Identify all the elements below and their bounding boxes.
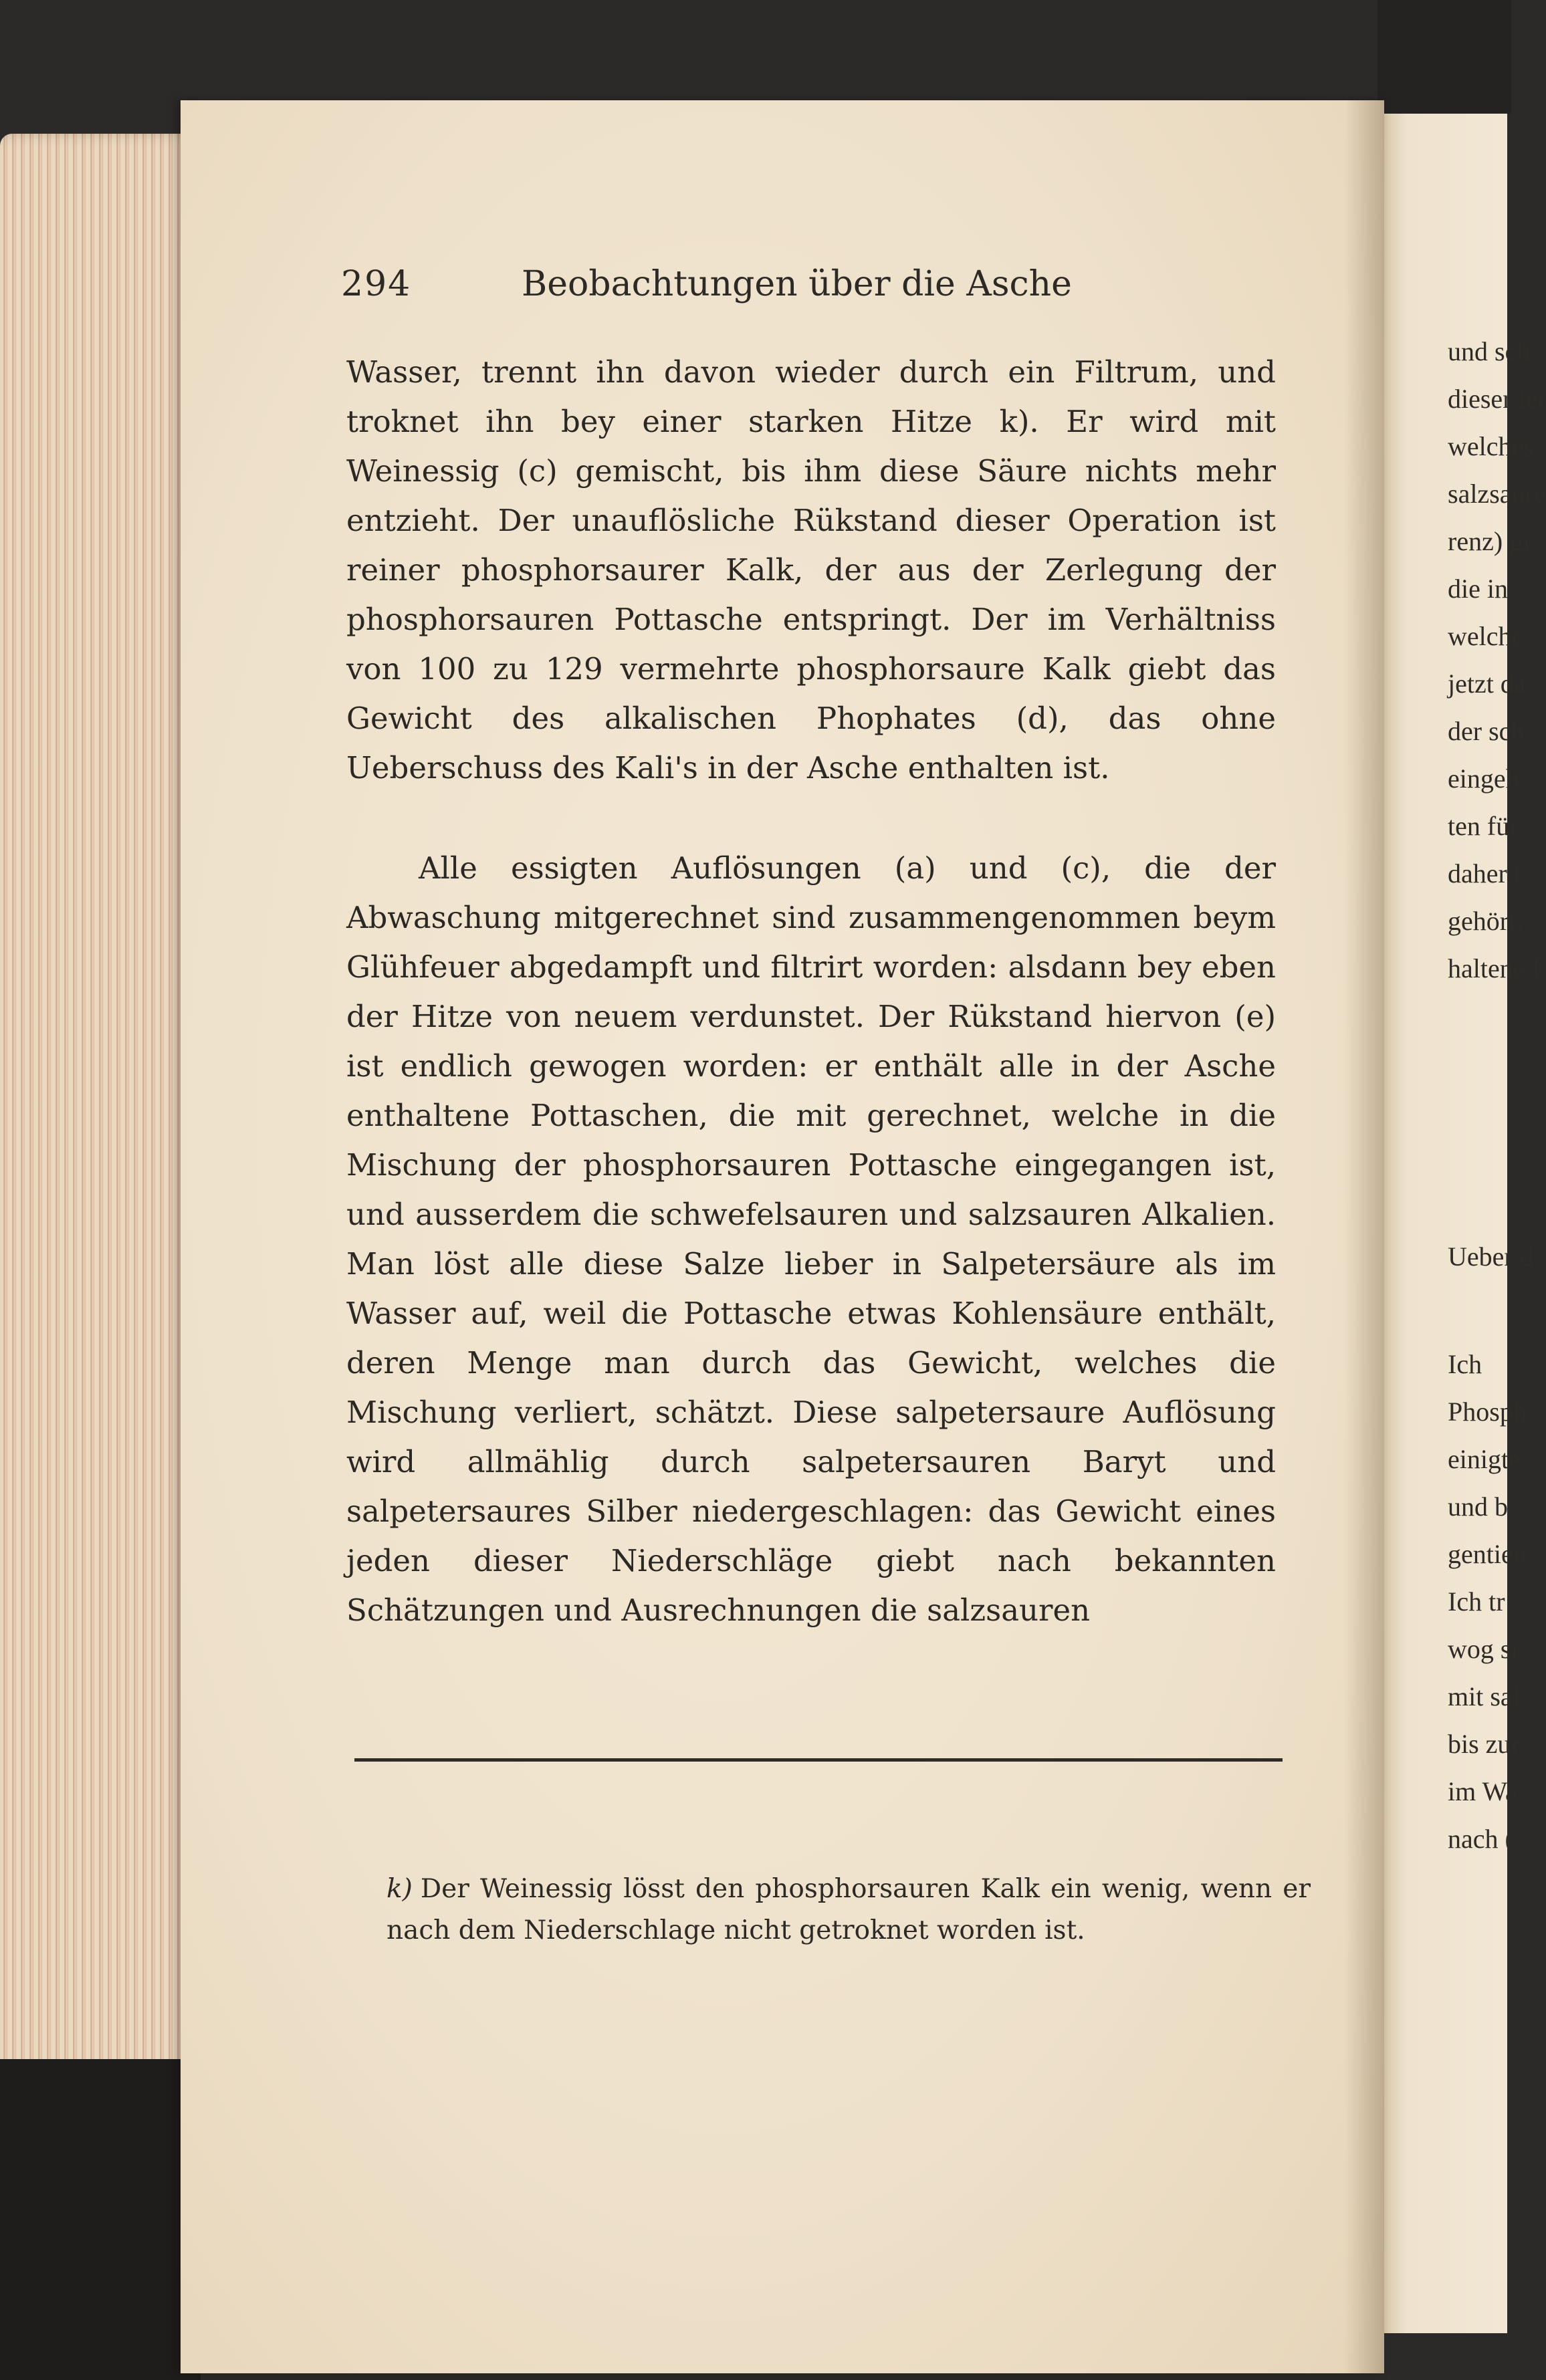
background-top-right bbox=[1377, 0, 1511, 114]
paragraph-1: Wasser, trennt ihn davon wieder durch ein Filtrum, und troknet ihn bey einer starken Hitze k). Er wird mit Weinessig (c) gemischt, bis ihm diese Säure nichts mehr entzieht. Der unauflösliche Rükstand dieser Operation ist reiner phosphorsaurer Kalk, der aus der Zerlegung der phosphorsauren Pottasche entspringt. Der im Verhältniss von 100 zu 129 vermehrte phosphorsaure Kalk giebt das Gewicht des alkalischen Phophates (d), das ohne Ueberschuss des Kali's in der Asche enthalten ist. bbox=[346, 354, 1276, 786]
adjacent-heading-fragment: Ueber d bbox=[1448, 1241, 1533, 1272]
footnote bbox=[386, 1869, 1311, 1951]
adjacent-page-text bbox=[1448, 328, 1546, 1863]
adjacent-fragment: mit sal bbox=[1448, 1681, 1520, 1711]
adjacent-fragment: jetzt da bbox=[1448, 669, 1526, 699]
footnote-text: Der Weinessig lösst den phosphorsauren Kalk ein wenig, wenn er nach dem Niederschlage nicht getroknet worden ist. bbox=[386, 1874, 1311, 1945]
adjacent-fragment: Phosph bbox=[1448, 1397, 1527, 1427]
page-number: 294 bbox=[341, 264, 412, 304]
page-header bbox=[0, 264, 1271, 324]
adjacent-fragment: gehört; bbox=[1448, 906, 1524, 936]
adjacent-fragment: einigte bbox=[1448, 1444, 1521, 1474]
adjacent-fragment: wog si bbox=[1448, 1634, 1519, 1664]
adjacent-fragment: bis zur bbox=[1448, 1729, 1520, 1759]
paragraph-2: Alle essigten Auflösungen (a) und (c), die der Abwaschung mitgerechnet sind zusammengenommen beym Glühfeuer abgedampft und filtrirt worden: alsdann bey eben der Hitze von neuem verdunstet. Der Rükstand hiervon (e) ist endlich gewogen worden: er enthält alle in der Asche enthaltene Pottaschen, die mit gerechnet, welche in die Mischung der phosphorsauren Pottasche eingegangen ist, und ausserdem die schwefelsauren und salzsauren Alkalien. Man löst alle diese Salze lieber in Salpetersäure als im Wasser auf, weil die Pottasche etwas Kohlensäure enthält, deren Menge man durch das Gewicht, welches die Mischung verliert, schätzt. Diese salpetersaure Auflösung wird allmählig durch salpetersauren Baryt und salpetersaures Silber niedergeschlagen: das Gewicht eines jeden dieser Niederschläge giebt nach bekannten Schätzungen und Ausrechnungen die salzsauren bbox=[346, 850, 1276, 1628]
adjacent-fragment: eingeh bbox=[1448, 763, 1519, 794]
adjacent-fragment: der sch bbox=[1448, 716, 1525, 746]
adjacent-fragment: ten für bbox=[1448, 811, 1519, 841]
adjacent-fragment: dieser let bbox=[1448, 384, 1545, 414]
adjacent-fragment: die in bbox=[1448, 574, 1508, 604]
page-gutter-shadow bbox=[1344, 100, 1384, 2373]
adjacent-fragment: renz) gi bbox=[1448, 526, 1531, 556]
spacer bbox=[1448, 1280, 1515, 1340]
adjacent-fragment: welches bbox=[1448, 431, 1534, 461]
adjacent-fragment: haltene I bbox=[1448, 953, 1541, 983]
adjacent-fragment: und sch bbox=[1448, 336, 1531, 366]
background-bottom-left bbox=[0, 2059, 201, 2380]
adjacent-fragment: salzsaure bbox=[1448, 479, 1546, 509]
adjacent-fragment: und b bbox=[1448, 1492, 1508, 1522]
footnote-rule bbox=[354, 1758, 1283, 1762]
adjacent-fragment: welche bbox=[1448, 621, 1524, 651]
adjacent-fragment: Ich tr bbox=[1448, 1586, 1505, 1617]
adjacent-fragment: nach ( bbox=[1448, 1824, 1514, 1854]
adjacent-fragment: Ich bbox=[1448, 1349, 1482, 1379]
adjacent-fragment: im Wa bbox=[1448, 1776, 1517, 1806]
running-title: Beobachtungen über die Asche bbox=[522, 264, 1072, 304]
page-edges bbox=[0, 134, 194, 2159]
adjacent-fragment: gentien bbox=[1448, 1539, 1527, 1569]
adjacent-fragment: daher ( bbox=[1448, 858, 1523, 888]
footnote-marker: k) bbox=[386, 1874, 413, 1904]
body-text bbox=[346, 348, 1276, 1635]
spacer bbox=[1448, 992, 1515, 1233]
